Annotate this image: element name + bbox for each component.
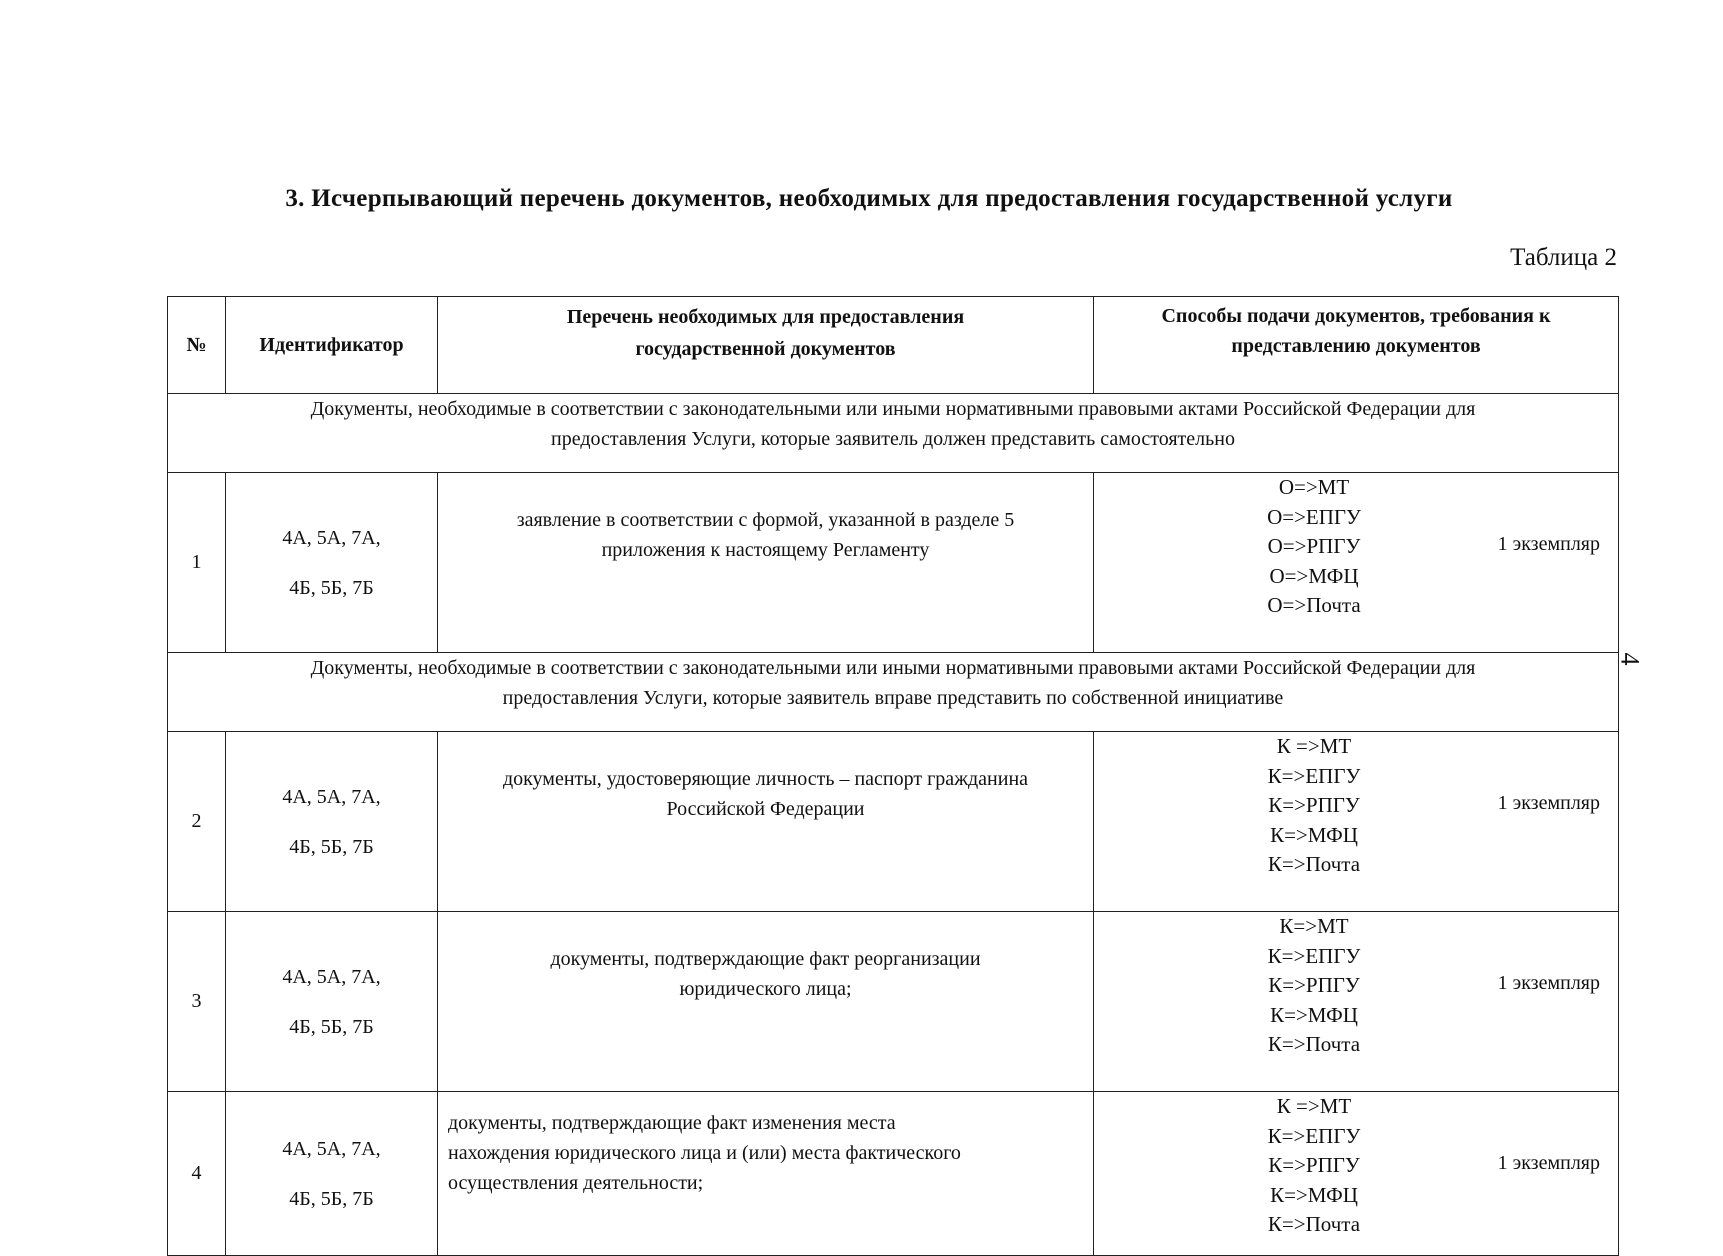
row-description [438,473,1094,653]
section-line: Документы, необходимые в соответствии с законодательными или иными нормативными правовыми актами Российской Федерации для [310,398,1476,420]
ways-list [1229,473,1399,621]
way-item: К=>ЕПГУ [1267,763,1361,788]
row-id-line: 4А, 5А, 7А, [282,1137,381,1160]
row-desc-line: заявление в соответствии с формой, указанной в разделе 5 [516,509,1015,531]
header-desc [438,297,1094,394]
way-item: К=>РПГУ [1268,973,1360,997]
row-description [438,732,1094,912]
way-item: К=>ЕПГУ [1267,943,1361,968]
row-submission-ways [1094,1092,1619,1256]
row-desc-line: документы, удостоверяющие личность – паспорт гражданина [502,768,1029,790]
row-id-line: 4Б, 5Б, 7Б [289,1015,374,1038]
header-desc-line: Перечень необходимых для предоставления [566,306,965,328]
row-submission-ways [1094,732,1619,912]
section-title [168,394,1619,473]
row-submission-ways [1094,912,1619,1092]
header-desc-line: государственной документов [635,338,896,360]
way-item: К=>МФЦ [1270,1002,1358,1027]
copies-count: 1 экземпляр [1497,533,1600,555]
ways-list [1229,912,1399,1060]
section-title [168,653,1619,732]
row-id-line: 4А, 5А, 7А, [282,526,381,549]
row-identifiers [226,732,438,912]
section-line: Документы, необходимые в соответствии с законодательными или иными нормативными правовыми актами Российской Федерации для [310,657,1476,679]
row-number: 3 [168,912,226,1092]
row-desc-line: приложения к настоящему Регламенту [601,539,930,561]
header-id: Идентификатор [226,297,438,394]
way-item: О=>ЕПГУ [1267,504,1361,529]
ways-list [1229,1092,1399,1240]
ways-list [1229,732,1399,880]
copies-count: 1 экземпляр [1497,972,1600,994]
copies-count: 1 экземпляр [1497,792,1600,814]
way-item: К=>РПГУ [1268,793,1360,817]
row-identifiers [226,473,438,653]
way-item: К =>МТ [1276,1094,1352,1118]
way-item: О=>МТ [1278,475,1350,499]
row-desc-line: Российской Федерации [666,798,865,820]
way-item: К=>Почта [1267,852,1361,876]
row-identifiers [226,1092,438,1256]
way-item: К=>Почта [1267,1032,1361,1056]
way-item: К =>МТ [1276,734,1352,758]
header-ways [1094,297,1619,394]
table-row [168,1092,1619,1256]
way-item: К=>РПГУ [1268,1153,1360,1177]
row-id-line: 4Б, 5Б, 7Б [289,835,374,858]
copies-count: 1 экземпляр [1497,1152,1600,1174]
page-number: 4 [1615,652,1645,666]
row-desc-line: юридического лица; [679,978,852,1000]
section-line: предоставления Услуги, которые заявитель должен представить самостоятельно [551,428,1235,450]
header-ways-line: представлению документов [1231,335,1481,357]
table-row [168,912,1619,1092]
way-item: К=>МФЦ [1270,822,1358,847]
way-item: К=>Почта [1267,1212,1361,1236]
way-item: К=>МТ [1279,914,1349,938]
row-desc-line: документы, подтверждающие факт реорганизации [550,948,981,970]
section-heading: 3. Исчерпывающий перечень документов, необходимых для предоставления государственной услуги [285,185,1453,212]
row-number: 1 [168,473,226,653]
section-line: предоставления Услуги, которые заявитель вправе представить по собственной инициативе [502,687,1284,709]
row-submission-ways [1094,473,1619,653]
row-desc-line: нахождения юридического лица и (или) места фактического [448,1142,961,1164]
table-header-row [168,297,1619,394]
header-num: № [168,297,226,394]
section-row [168,394,1619,473]
row-number: 4 [168,1092,226,1256]
documents-table [167,296,1619,1256]
section-row [168,653,1619,732]
way-item: О=>МФЦ [1269,563,1359,588]
header-ways-line: Способы подачи документов, требования к [1161,305,1551,327]
row-desc-line: документы, подтверждающие факт изменения места [448,1112,896,1134]
way-item: К=>МФЦ [1270,1182,1358,1207]
row-description [438,912,1094,1092]
way-item: О=>Почта [1267,593,1361,617]
row-desc-line: осуществления деятельности; [448,1172,704,1194]
table-row [168,473,1619,653]
row-description [438,1092,1094,1256]
row-id-line: 4А, 5А, 7А, [282,785,381,808]
row-id-line: 4Б, 5Б, 7Б [289,1187,374,1210]
way-item: К=>ЕПГУ [1267,1123,1361,1148]
row-number: 2 [168,732,226,912]
way-item: О=>РПГУ [1267,534,1361,558]
table-caption: Таблица 2 [1510,244,1617,271]
row-id-line: 4Б, 5Б, 7Б [289,576,374,599]
row-identifiers [226,912,438,1092]
table-row [168,732,1619,912]
row-id-line: 4А, 5А, 7А, [282,965,381,988]
